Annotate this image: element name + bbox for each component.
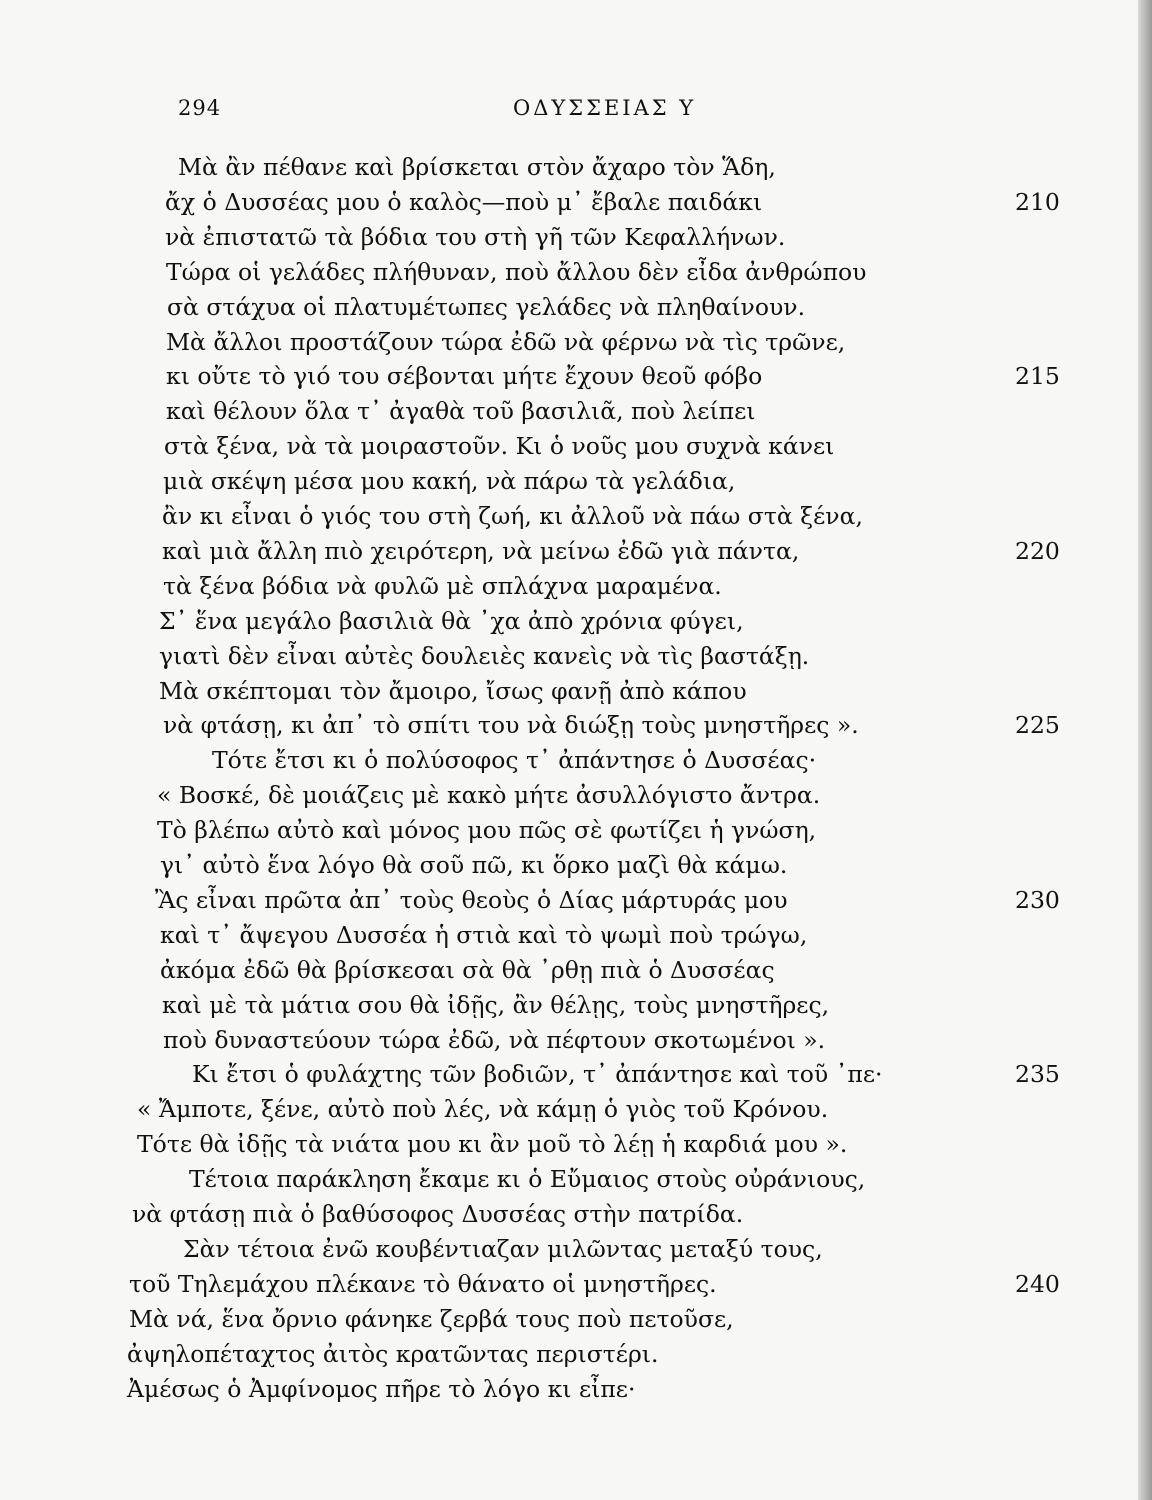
verse-text: « Ἄμποτε, ξένε, αὐτὸ ποὺ λές, νὰ κάμῃ ὁ γιὸς τοῦ Κρόνου. xyxy=(137,1095,829,1124)
line-number: 215 xyxy=(1015,362,1060,391)
verse-text: Τέτοια παράκληση ἔκαμε κι ὁ Εὔμαιος στοὺς οὐράνιους, xyxy=(189,1165,866,1194)
verse-line xyxy=(160,848,787,882)
verse-line xyxy=(159,604,744,638)
verse-line xyxy=(137,1127,847,1161)
verse-text: ἀκόμα ἐδῶ θὰ βρίσκεσαι σὰ θὰ ᾽ρθῃ πιὰ ὁ Δυσσέας xyxy=(160,955,775,984)
verse-text: Κι ἔτσι ὁ φυλάχτης τῶν βοδιῶν, τ᾽ ἀπάντησε καὶ τοῦ ᾽πε· xyxy=(192,1060,883,1089)
verse-line xyxy=(159,639,809,673)
verse-line xyxy=(163,569,722,603)
verse-line xyxy=(163,708,859,742)
verse-line xyxy=(157,778,820,812)
verse-text: νὰ φτάσῃ, κι ἀπ᾽ τὸ σπίτι του νὰ διώξῃ τοὺς μνηστῆρες ». xyxy=(163,711,859,740)
verse-line xyxy=(157,813,816,847)
verse-text: νὰ ἐπιστατῶ τὰ βόδια του στὴ γῆ τῶν Κεφαλλήνων. xyxy=(165,222,786,251)
running-title: ΟΔΥΣΣΕΙΑΣ Υ xyxy=(513,96,697,120)
verse-text: ἂν κι εἶναι ὁ γιός του στὴ ζωή, κι ἀλλοῦ νὰ πάω στὰ ξένα, xyxy=(162,502,863,530)
verse-line xyxy=(212,743,816,777)
verse-text: Ἂς εἶναι πρῶτα ἀπ᾽ τοὺς θεοὺς ὁ Δίας μάρτυράς μου xyxy=(155,885,788,914)
verse-text: καὶ τ᾽ ἄψεγου Δυσσέα ἡ στιὰ καὶ τὸ ψωμὶ ποὺ τρώγω, xyxy=(160,920,808,949)
verse-text: Τὸ βλέπω αὐτὸ καὶ μόνος μου πῶς σὲ φωτίζει ἡ γνώση, xyxy=(157,816,817,845)
verse-line xyxy=(137,1092,828,1126)
verse-text: τὰ ξένα βόδια νὰ φυλῶ μὲ σπλάχνα μαραμένα. xyxy=(163,571,722,600)
verse-line xyxy=(166,325,845,359)
verse-line xyxy=(178,150,776,184)
verse-text: μιὰ σκέψη μέσα μου κακή, νὰ πάρω τὰ γελάδια, xyxy=(163,467,736,496)
verse-line xyxy=(166,359,762,393)
verse-line xyxy=(165,185,762,219)
verse-line xyxy=(189,1162,865,1196)
verse-line xyxy=(192,1057,883,1091)
verse-line xyxy=(129,1302,734,1336)
verse-line xyxy=(162,534,799,568)
verse-line xyxy=(155,883,788,917)
verse-line xyxy=(165,220,785,254)
verse-line xyxy=(166,255,866,289)
verse-text: κι οὔτε τὸ γιό του σέβονται μήτε ἔχουν θεοῦ φόβο xyxy=(166,362,763,391)
verse-text: Σὰν τέτοια ἐνῶ κουβέντιαζαν μιλῶντας μεταξύ τους, xyxy=(183,1234,823,1263)
verse-text: Ἀμέσως ὁ Ἀμφίνομος πῆρε τὸ λόγο κι εἶπε· xyxy=(127,1374,636,1403)
verse-text: καὶ μιὰ ἄλλη πιὸ χειρότερη, νὰ μείνω ἐδῶ γιὰ πάντα, xyxy=(162,536,800,565)
verse-text: σὰ στάχυα οἱ πλατυμέτωπες γελάδες νὰ πληθαίνουν. xyxy=(167,292,806,321)
verse-text: στὰ ξένα, νὰ τὰ μοιραστοῦν. Κι ὁ νοῦς μου συχνὰ κάνει xyxy=(164,432,835,461)
verse-line xyxy=(162,988,829,1022)
verse-line xyxy=(132,1197,743,1231)
verse-line xyxy=(166,394,756,428)
page-number: 294 xyxy=(178,96,222,120)
verse-text: « Βοσκέ, δὲ μοιάζεις μὲ κακὸ μήτε ἀσυλλόγιστο ἄντρα. xyxy=(157,781,821,810)
verse-line xyxy=(127,1372,635,1406)
verse-text: Τότε θὰ ἰδῇς τὰ νιάτα μου κι ἂν μοῦ τὸ λέῃ ἡ καρδιά μου ». xyxy=(137,1130,848,1159)
verse-line xyxy=(129,1267,717,1301)
verse-line xyxy=(159,674,747,708)
verse-text: καὶ θέλουν ὅλα τ᾽ ἀγαθὰ τοῦ βασιλιᾶ, ποὺ λείπει xyxy=(166,397,756,426)
verse-text: ποὺ δυναστεύουν τώρα ἐδῶ, νὰ πέφτουν σκοτωμένοι ». xyxy=(163,1025,826,1054)
verse-text: ἄχ ὁ Δυσσέας μου ὁ καλὸς—ποὺ μ᾽ ἔβαλε παιδάκι xyxy=(165,187,763,216)
line-number: 230 xyxy=(1015,885,1060,914)
verse-text: Σ᾽ ἕνα μεγάλο βασιλιὰ θὰ ᾽χα ἀπὸ χρόνια φύγει, xyxy=(159,606,744,635)
verse-line xyxy=(163,1023,825,1057)
verse-line xyxy=(164,429,834,463)
verse-text: Μὰ ἄλλοι προστάζουν τώρα ἐδῶ νὰ φέρνω νὰ τὶς τρῶνε, xyxy=(166,327,846,356)
verse-line xyxy=(183,1232,823,1266)
verse-text: Μὰ νά, ἕνα ὄρνιο φάνηκε ζερβά τους ποὺ πετοῦσε, xyxy=(129,1304,734,1333)
verse-line xyxy=(160,918,807,952)
line-number: 240 xyxy=(1015,1269,1060,1298)
verse-line xyxy=(160,953,775,987)
line-number: 225 xyxy=(1015,711,1060,740)
verse-text: νὰ φτάσῃ πιὰ ὁ βαθύσοφος Δυσσέας στὴν πατρίδα. xyxy=(132,1200,744,1228)
line-number: 235 xyxy=(1015,1060,1060,1089)
verse-text: καὶ μὲ τὰ μάτια σου θὰ ἰδῇς, ἂν θέλῃς, τοὺς μνηστῆρες, xyxy=(162,990,830,1019)
verse-text: ἀψηλοπέταχτος ἀιτὸς κρατῶντας περιστέρι. xyxy=(127,1339,659,1368)
verse-line xyxy=(127,1337,658,1371)
verse-text: Τώρα οἱ γελάδες πλήθυναν, ποὺ ἄλλου δὲν εἶδα ἀνθρώπου xyxy=(166,257,867,286)
verse-line xyxy=(167,290,805,324)
verse-line xyxy=(163,464,735,498)
line-number: 220 xyxy=(1015,536,1060,565)
page-edge-shadow xyxy=(1138,0,1152,1500)
verse-text: Μὰ ἂν πέθανε καὶ βρίσκεται στὸν ἄχαρο τὸν Ἅδη, xyxy=(178,153,776,181)
line-number: 210 xyxy=(1015,187,1060,216)
verse-text: Τότε ἔτσι κι ὁ πολύσοφος τ᾽ ἀπάντησε ὁ Δυσσέας· xyxy=(212,746,817,775)
page-header xyxy=(178,96,1042,126)
verse-text: τοῦ Τηλεμάχου πλέκανε τὸ θάνατο οἱ μνηστῆρες. xyxy=(129,1269,717,1298)
verse-text: γιατὶ δὲν εἶναι αὐτὲς δουλειὲς κανεὶς νὰ τὶς βαστάξῃ. xyxy=(159,641,810,670)
verse-text: γι᾽ αὐτὸ ἕνα λόγο θὰ σοῦ πῶ, κι ὅρκο μαζὶ θὰ κάμω. xyxy=(160,851,788,879)
verse-text: Μὰ σκέπτομαι τὸν ἄμοιρο, ἴσως φανῇ ἀπὸ κάπου xyxy=(159,676,747,705)
verse-line xyxy=(162,499,863,533)
